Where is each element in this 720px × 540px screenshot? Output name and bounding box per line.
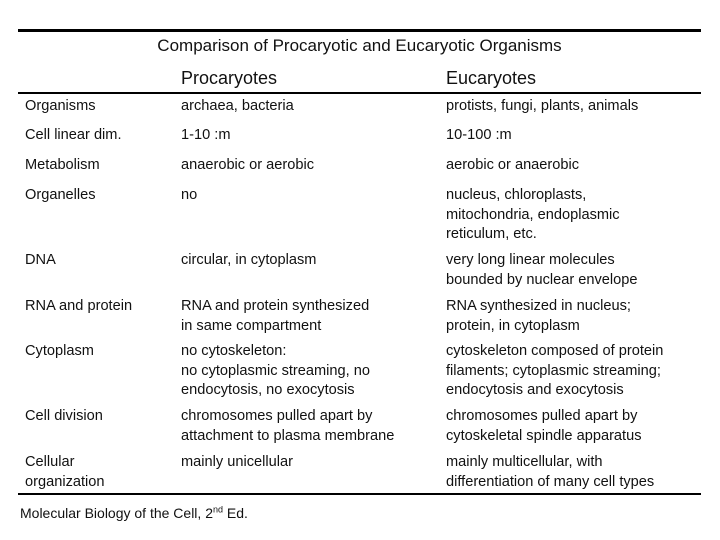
eucaryotes-cell: protists, fungi, plants, animals	[446, 98, 639, 114]
eucaryotes-cell: nucleus, chloroplasts, mitochondria, endoplasmic reticulum, etc.	[446, 187, 620, 242]
procaryotes-cell: RNA and protein synthesized in same compartment	[181, 298, 370, 334]
eucaryotes-cell: aerobic or anaerobic	[446, 157, 580, 173]
row-attribute: Organisms	[25, 98, 96, 114]
table-title: Comparison of Procaryotic and Eucaryotic Organisms	[157, 36, 562, 55]
citation-superscript: nd	[213, 504, 224, 515]
citation-main: Molecular Biology of the Cell, 2	[20, 505, 213, 521]
procaryotes-cell: no	[181, 187, 198, 203]
row-attribute: RNA and protein	[25, 298, 133, 314]
row-attribute: Organelles	[25, 187, 96, 203]
table-top-rule	[18, 29, 701, 32]
row-attribute: Cell linear dim.	[25, 127, 122, 143]
citation-suffix: Ed.	[223, 505, 248, 521]
eucaryotes-cell: mainly multicellular, with differentiation of many cell types	[446, 454, 655, 490]
eucaryotes-cell: RNA synthesized in nucleus; protein, in cytoplasm	[446, 298, 631, 334]
procaryotes-cell: archaea, bacteria	[181, 98, 294, 114]
source-citation	[20, 504, 248, 522]
eucaryotes-cell: cytoskeleton composed of protein filaments; cytoplasmic streaming; endocytosis and exocytosis	[446, 343, 664, 398]
eucaryotes-cell: very long linear molecules bounded by nuclear envelope	[446, 252, 638, 288]
row-attribute: Metabolism	[25, 157, 100, 173]
eucaryotes-cell: chromosomes pulled apart by cytoskeletal spindle apparatus	[446, 408, 642, 444]
column-header-procaryotes: Procaryotes	[181, 68, 278, 88]
row-attribute: Cell division	[25, 408, 103, 424]
procaryotes-cell: circular, in cytoplasm	[181, 252, 317, 268]
procaryotes-cell: chromosomes pulled apart by attachment to plasma membrane	[181, 408, 395, 444]
procaryotes-cell: no cytoskeleton: no cytoplasmic streaming, no endocytosis, no exocytosis	[181, 343, 370, 398]
row-attribute: DNA	[25, 252, 56, 268]
row-attribute: Cellular organization	[25, 454, 105, 490]
row-attribute: Cytoplasm	[25, 343, 94, 359]
procaryotes-cell: mainly unicellular	[181, 454, 293, 470]
table-bottom-rule	[18, 493, 701, 495]
eucaryotes-cell: 10-100 :m	[446, 127, 512, 143]
procaryotes-cell: anaerobic or aerobic	[181, 157, 315, 173]
header-rule	[18, 92, 701, 94]
column-header-eucaryotes: Eucaryotes	[446, 68, 537, 88]
procaryotes-cell: 1-10 :m	[181, 127, 231, 143]
